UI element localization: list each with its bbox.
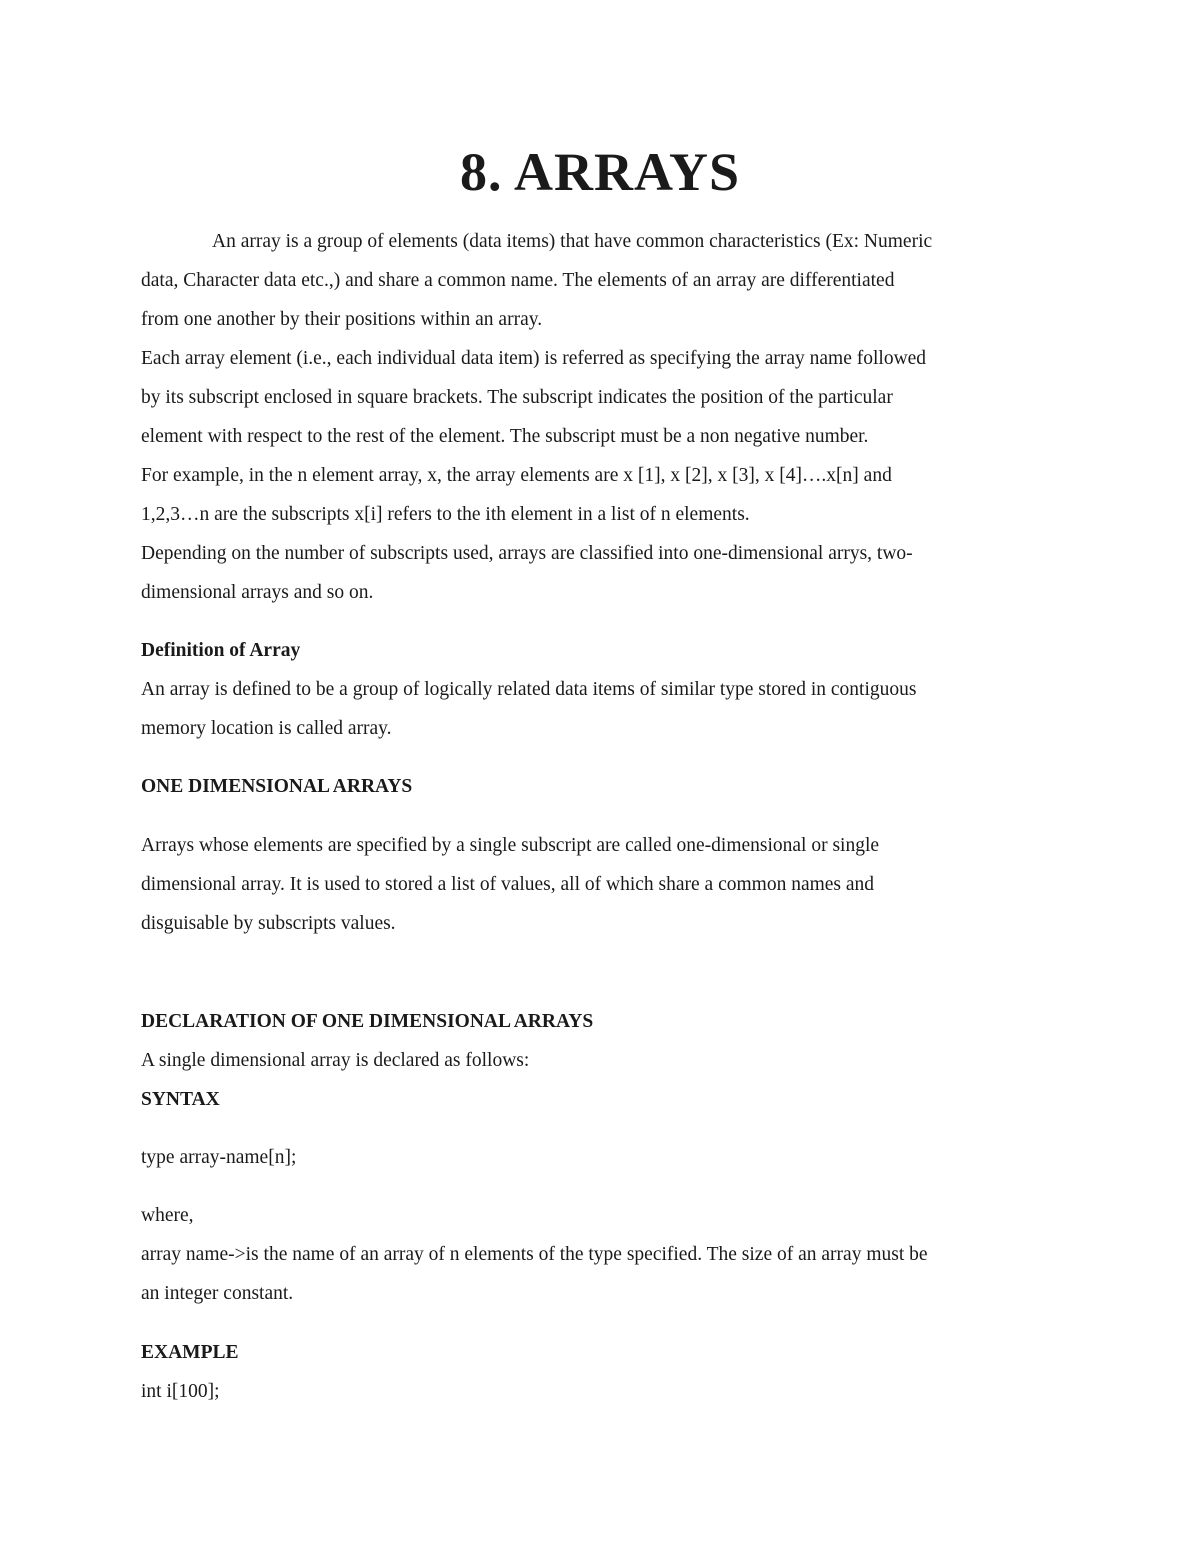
one-dim-line: Arrays whose elements are specified by a single subscript are called one-dimensional or single bbox=[141, 835, 880, 856]
where-line: where, bbox=[141, 1205, 194, 1226]
intro-line: element with respect to the rest of the element. The subscript must be a non negative number. bbox=[141, 426, 869, 447]
definition-line: An array is defined to be a group of logically related data items of similar type stored in contiguous bbox=[141, 679, 917, 700]
declaration-intro: A single dimensional array is declared as follows: bbox=[141, 1050, 530, 1071]
page-title: 8. ARRAYS bbox=[459, 142, 741, 202]
explanation-line: array name->is the name of an array of n elements of the type specified. The size of an array must be bbox=[141, 1244, 928, 1265]
one-dim-line: disguisable by subscripts values. bbox=[141, 913, 396, 934]
definition-line: memory location is called array. bbox=[141, 718, 392, 739]
definition-heading: Definition of Array bbox=[141, 640, 301, 661]
intro-line: dimensional arrays and so on. bbox=[141, 582, 374, 603]
one-dim-line: dimensional array. It is used to stored a list of values, all of which share a common names and bbox=[141, 874, 875, 895]
intro-line: An array is a group of elements (data items) that have common characteristics (Ex: Numeric bbox=[212, 231, 933, 252]
explanation-line: an integer constant. bbox=[141, 1283, 294, 1304]
intro-line: 1,2,3…n are the subscripts x[i] refers to the ith element in a list of n elements. bbox=[141, 504, 750, 525]
intro-line: Depending on the number of subscripts used, arrays are classified into one-dimensional arrys, two- bbox=[141, 543, 913, 564]
syntax-heading: SYNTAX bbox=[141, 1089, 220, 1110]
syntax-line: type array-name[n]; bbox=[141, 1147, 297, 1168]
intro-line: data, Character data etc.,) and share a common name. The elements of an array are differentiated bbox=[141, 270, 895, 291]
one-dim-heading: ONE DIMENSIONAL ARRAYS bbox=[141, 776, 413, 797]
intro-line: by its subscript enclosed in square brackets. The subscript indicates the position of the particular bbox=[141, 387, 893, 408]
declaration-heading: DECLARATION OF ONE DIMENSIONAL ARRAYS bbox=[141, 1011, 594, 1032]
example-heading: EXAMPLE bbox=[141, 1342, 239, 1363]
intro-line: For example, in the n element array, x, the array elements are x [1], x [2], x [3], x [4]….x[n] and bbox=[141, 465, 892, 486]
example-code: int i[100]; bbox=[141, 1381, 220, 1402]
intro-line: from one another by their positions within an array. bbox=[141, 309, 543, 330]
intro-line: Each array element (i.e., each individual data item) is referred as specifying the array name followed bbox=[141, 348, 927, 369]
